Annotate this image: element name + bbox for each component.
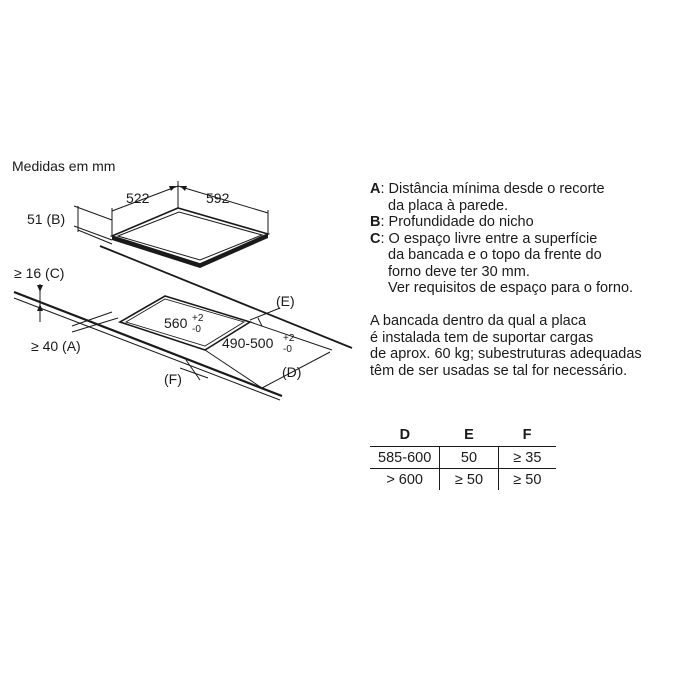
legend-c-text-4: Ver requisitos de espaço para o forno.	[388, 280, 634, 296]
note-line: de aprox. 60 kg; subestruturas adequadas	[370, 346, 642, 362]
load-note	[370, 313, 690, 379]
legend-c-text-3: forno deve ter 30 mm.	[388, 263, 530, 280]
table-cell: ≥ 50	[498, 469, 556, 491]
hob-depth-label: 592	[206, 190, 230, 206]
cutout-width-tol-lower: -0	[192, 324, 201, 335]
cutout-width-tol-upper: +2	[192, 313, 204, 324]
note-line: é instalada tem de suportar cargas	[370, 329, 594, 346]
dimensions-table	[370, 424, 556, 490]
table-row	[370, 447, 556, 469]
legend-a-key: A	[370, 181, 381, 197]
legend-c-text-2: da bancada e o topo da frente do	[388, 247, 602, 263]
legend-b-text: : Profundidade do nicho	[380, 214, 534, 230]
table-cell: 585-600	[370, 447, 440, 469]
legend-a-text-2: da placa à parede.	[388, 197, 509, 214]
legend	[370, 181, 690, 297]
cutout-width-label: 560	[164, 315, 188, 331]
label-b: 51 (B)	[27, 211, 66, 227]
cutout-depth-tol-lower: -0	[283, 344, 292, 355]
legend-c-text: : O espaço livre entre a superfície	[380, 230, 598, 247]
table-header-d: D	[370, 424, 440, 447]
table-header-row	[370, 424, 556, 447]
table-header-f: F	[498, 424, 556, 447]
hob-width-label: 522	[126, 190, 150, 206]
table-cell: ≥ 50	[440, 469, 498, 491]
note-line: têm de ser usadas se tal for necessário.	[370, 362, 628, 379]
table-header-e: E	[440, 424, 498, 447]
label-a: ≥ 40 (A)	[31, 338, 81, 354]
legend-b-key: B	[370, 214, 381, 230]
table-cell: > 600	[386, 471, 424, 488]
hob-drawing	[74, 181, 268, 268]
diagram-title: Medidas em mm	[12, 158, 116, 174]
label-d: (D)	[282, 364, 302, 380]
table-row	[370, 469, 556, 491]
label-e: (E)	[276, 293, 295, 309]
cutout-depth-label: 490-500	[222, 335, 274, 351]
legend-c-key: C	[370, 230, 381, 247]
label-f: (F)	[164, 371, 182, 387]
label-c: ≥ 16 (C)	[14, 265, 65, 281]
table-cell: ≥ 35	[498, 447, 556, 469]
note-line: A bancada dentro da qual a placa	[370, 313, 587, 329]
cutout-depth-tol-upper: +2	[283, 333, 295, 344]
legend-a-text: : Distância mínima desde o recorte	[380, 181, 605, 197]
table-cell: 50	[440, 447, 498, 469]
